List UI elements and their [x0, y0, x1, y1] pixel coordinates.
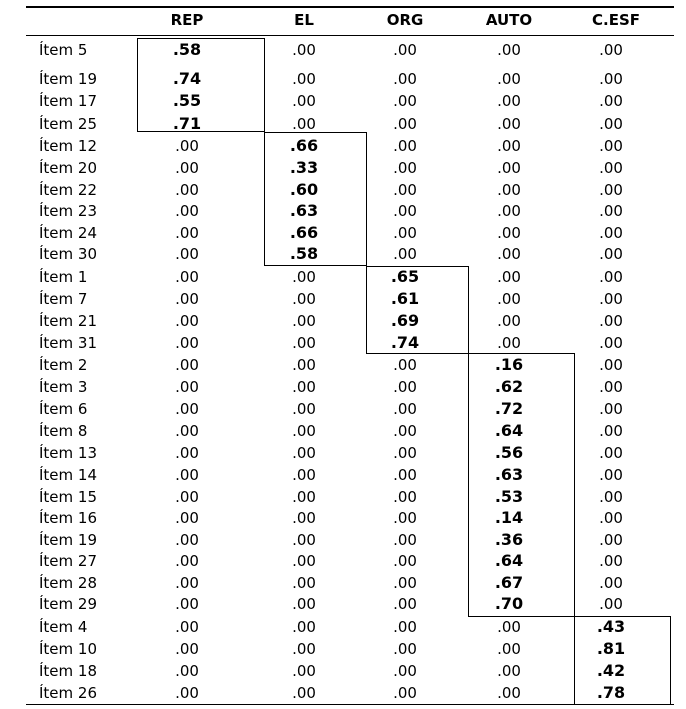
loading-cell: .55	[172, 91, 202, 110]
loading-cell: .00	[175, 662, 199, 680]
table-row	[0, 376, 686, 398]
item-label: Ítem 31	[39, 334, 98, 352]
loading-cell: .62	[494, 377, 524, 396]
loading-cell: .00	[393, 181, 417, 199]
loading-cell: .64	[494, 551, 524, 570]
item-label: Ítem 15	[39, 488, 98, 506]
loading-cell: .00	[175, 159, 199, 177]
loading-cell: .60	[289, 180, 319, 199]
column-header-rep: REP	[170, 11, 204, 29]
table-row	[0, 157, 686, 179]
loading-cell: .56	[494, 443, 524, 462]
table-row	[0, 200, 686, 222]
loading-cell: .00	[175, 595, 199, 613]
loading-cell: .00	[393, 466, 417, 484]
bottom-rule	[26, 704, 674, 705]
loading-cell: .00	[393, 640, 417, 658]
loading-cell: .00	[292, 70, 316, 88]
table-row	[0, 243, 686, 265]
item-label: Ítem 20	[39, 159, 98, 177]
loading-cell: .00	[393, 41, 417, 59]
loading-cell: .00	[292, 356, 316, 374]
table-row	[0, 572, 686, 594]
loading-cell: .00	[497, 224, 521, 242]
loading-cell: .00	[497, 684, 521, 702]
loading-cell: .72	[494, 399, 524, 418]
loading-cell: .42	[596, 661, 626, 680]
loading-cell: .00	[292, 531, 316, 549]
table-row	[0, 90, 686, 112]
loading-cell: .00	[497, 312, 521, 330]
loading-cell: .66	[289, 223, 319, 242]
loading-cell: .00	[393, 400, 417, 418]
loading-cell: .00	[292, 552, 316, 570]
loading-cell: .00	[497, 159, 521, 177]
table-row	[0, 550, 686, 572]
loading-cell: .00	[292, 444, 316, 462]
loading-cell: .00	[497, 662, 521, 680]
loading-cell: .00	[599, 312, 623, 330]
loading-cell: .00	[393, 595, 417, 613]
loading-cell: .00	[599, 268, 623, 286]
item-label: Ítem 4	[39, 618, 88, 636]
loading-cell: .00	[497, 290, 521, 308]
table-row	[0, 464, 686, 486]
loading-cell: .00	[175, 488, 199, 506]
item-label: Ítem 3	[39, 378, 88, 396]
loading-cell: .00	[599, 595, 623, 613]
loading-cell: .61	[390, 289, 420, 308]
loading-cell: .00	[393, 684, 417, 702]
column-header-el: EL	[294, 11, 314, 29]
header-rule	[26, 35, 674, 36]
table-row	[0, 39, 686, 61]
loading-cell: .00	[292, 618, 316, 636]
loading-cell: .16	[494, 355, 524, 374]
item-label: Ítem 25	[39, 115, 98, 133]
loading-cell: .00	[393, 378, 417, 396]
table-row	[0, 682, 686, 704]
loading-cell: .00	[292, 595, 316, 613]
loading-cell: .00	[175, 312, 199, 330]
loading-cell: .00	[599, 137, 623, 155]
loading-cell: .00	[393, 552, 417, 570]
loading-cell: .00	[292, 640, 316, 658]
loading-cell: .00	[599, 444, 623, 462]
item-label: Ítem 30	[39, 245, 98, 263]
loading-cell: .00	[393, 137, 417, 155]
loading-cell: .00	[175, 202, 199, 220]
loading-cell: .00	[175, 574, 199, 592]
loading-cell: .00	[599, 378, 623, 396]
loading-cell: .00	[175, 245, 199, 263]
table-row	[0, 135, 686, 157]
table-row	[0, 332, 686, 354]
item-label: Ítem 18	[39, 662, 98, 680]
loading-cell: .00	[497, 41, 521, 59]
loading-cell: .00	[292, 662, 316, 680]
loading-cell: .00	[497, 618, 521, 636]
item-label: Ítem 10	[39, 640, 98, 658]
loading-cell: .00	[175, 334, 199, 352]
loading-cell: .00	[599, 509, 623, 527]
loading-cell: .74	[390, 333, 420, 352]
loading-cell: .00	[599, 115, 623, 133]
loading-cell: .00	[175, 531, 199, 549]
loading-cell: .70	[494, 594, 524, 613]
loading-cell: .00	[599, 334, 623, 352]
loading-cell: .00	[393, 444, 417, 462]
column-header-org: ORG	[386, 11, 424, 29]
loading-cell: .00	[292, 466, 316, 484]
loading-cell: .58	[172, 40, 202, 59]
loading-cell: .00	[599, 574, 623, 592]
loading-cell: .74	[172, 69, 202, 88]
loading-cell: .00	[175, 400, 199, 418]
loading-cell: .36	[494, 530, 524, 549]
item-label: Ítem 19	[39, 70, 98, 88]
loading-cell: .63	[494, 465, 524, 484]
loading-cell: .71	[172, 114, 202, 133]
loading-cell: .00	[393, 245, 417, 263]
loading-cell: .58	[289, 244, 319, 263]
loading-cell: .00	[599, 41, 623, 59]
loading-cell: .00	[599, 531, 623, 549]
loading-cell: .43	[596, 617, 626, 636]
table-row	[0, 310, 686, 332]
loading-cell: .00	[599, 422, 623, 440]
table-row	[0, 660, 686, 682]
loading-cell: .81	[596, 639, 626, 658]
loading-cell: .00	[292, 488, 316, 506]
loading-cell: .00	[175, 684, 199, 702]
loading-cell: .00	[292, 400, 316, 418]
table-row	[0, 593, 686, 615]
loading-cell: .00	[599, 159, 623, 177]
loading-cell: .00	[292, 92, 316, 110]
item-label: Ítem 26	[39, 684, 98, 702]
table-row	[0, 113, 686, 135]
loading-cell: .00	[292, 574, 316, 592]
loading-cell: .00	[292, 312, 316, 330]
loading-cell: .00	[599, 181, 623, 199]
loading-cell: .00	[497, 245, 521, 263]
table-row	[0, 179, 686, 201]
loading-cell: .00	[175, 640, 199, 658]
loading-cell: .00	[292, 378, 316, 396]
loading-cell: .00	[292, 41, 316, 59]
loading-cell: .00	[292, 334, 316, 352]
loading-cell: .00	[393, 531, 417, 549]
loading-cell: .00	[292, 509, 316, 527]
item-label: Ítem 13	[39, 444, 98, 462]
item-label: Ítem 8	[39, 422, 88, 440]
loading-cell: .00	[175, 444, 199, 462]
column-header-cesf: C.ESF	[591, 11, 640, 29]
item-label: Ítem 1	[39, 268, 88, 286]
column-header-auto: AUTO	[485, 11, 533, 29]
loading-cell: .00	[175, 356, 199, 374]
loading-cell: .00	[292, 268, 316, 286]
loading-cell: .00	[393, 509, 417, 527]
loading-cell: .00	[175, 466, 199, 484]
loading-cell: .00	[393, 488, 417, 506]
item-label: Ítem 22	[39, 181, 98, 199]
loading-cell: .00	[393, 159, 417, 177]
table-row	[0, 442, 686, 464]
loading-cell: .00	[497, 640, 521, 658]
loading-cell: .00	[497, 137, 521, 155]
loading-cell: .00	[175, 509, 199, 527]
table-row	[0, 420, 686, 442]
item-label: Ítem 5	[39, 41, 88, 59]
item-label: Ítem 28	[39, 574, 98, 592]
table-row	[0, 222, 686, 244]
loading-cell: .00	[497, 70, 521, 88]
loading-cell: .00	[393, 422, 417, 440]
loading-cell: .00	[292, 115, 316, 133]
loading-cell: .00	[599, 488, 623, 506]
table-row	[0, 616, 686, 638]
item-label: Ítem 24	[39, 224, 98, 242]
loading-cell: .53	[494, 487, 524, 506]
loading-cell: .69	[390, 311, 420, 330]
item-label: Ítem 2	[39, 356, 88, 374]
loading-cell: .00	[599, 400, 623, 418]
loading-cell: .00	[175, 618, 199, 636]
loading-cell: .00	[292, 290, 316, 308]
loading-cell: .00	[599, 466, 623, 484]
loading-cell: .00	[175, 378, 199, 396]
loading-cell: .00	[599, 245, 623, 263]
item-label: Ítem 12	[39, 137, 98, 155]
table-row	[0, 398, 686, 420]
loading-cell: .00	[175, 181, 199, 199]
item-label: Ítem 23	[39, 202, 98, 220]
loading-cell: .64	[494, 421, 524, 440]
loading-cell: .00	[393, 618, 417, 636]
item-label: Ítem 7	[39, 290, 88, 308]
item-label: Ítem 29	[39, 595, 98, 613]
loading-cell: .00	[599, 356, 623, 374]
table-row	[0, 354, 686, 376]
item-label: Ítem 19	[39, 531, 98, 549]
loading-cell: .67	[494, 573, 524, 592]
item-label: Ítem 21	[39, 312, 98, 330]
loading-cell: .78	[596, 683, 626, 702]
loading-cell: .00	[497, 202, 521, 220]
loading-cell: .00	[497, 334, 521, 352]
item-label: Ítem 27	[39, 552, 98, 570]
loading-cell: .00	[497, 268, 521, 286]
table-row	[0, 266, 686, 288]
table-row	[0, 529, 686, 551]
loading-cell: .00	[599, 290, 623, 308]
item-label: Ítem 17	[39, 92, 98, 110]
loading-cell: .00	[599, 92, 623, 110]
top-rule	[26, 6, 674, 8]
loading-cell: .66	[289, 136, 319, 155]
table-row	[0, 486, 686, 508]
loading-cell: .00	[599, 70, 623, 88]
loading-cell: .00	[292, 684, 316, 702]
loading-cell: .00	[175, 290, 199, 308]
loading-cell: .00	[599, 202, 623, 220]
loading-cell: .00	[175, 224, 199, 242]
loading-cell: .00	[393, 115, 417, 133]
table-row	[0, 288, 686, 310]
loading-cell: .00	[393, 202, 417, 220]
loading-cell: .00	[393, 224, 417, 242]
loading-cell: .00	[292, 422, 316, 440]
loading-cell: .00	[599, 224, 623, 242]
loading-cell: .00	[599, 552, 623, 570]
loading-cell: .14	[494, 508, 524, 527]
table-row	[0, 638, 686, 660]
item-label: Ítem 6	[39, 400, 88, 418]
loading-cell: .65	[390, 267, 420, 286]
loading-cell: .00	[393, 574, 417, 592]
loading-cell: .00	[497, 181, 521, 199]
loading-cell: .00	[393, 92, 417, 110]
loading-cell: .00	[175, 137, 199, 155]
loading-cell: .33	[289, 158, 319, 177]
table-row	[0, 68, 686, 90]
loading-cell: .00	[175, 552, 199, 570]
table-row	[0, 507, 686, 529]
loading-cell: .00	[175, 422, 199, 440]
loading-cell: .00	[497, 92, 521, 110]
item-label: Ítem 14	[39, 466, 98, 484]
loading-cell: .00	[393, 662, 417, 680]
item-label: Ítem 16	[39, 509, 98, 527]
loading-cell: .00	[175, 268, 199, 286]
loading-cell: .63	[289, 201, 319, 220]
loading-cell: .00	[497, 115, 521, 133]
loading-cell: .00	[393, 356, 417, 374]
loading-cell: .00	[393, 70, 417, 88]
